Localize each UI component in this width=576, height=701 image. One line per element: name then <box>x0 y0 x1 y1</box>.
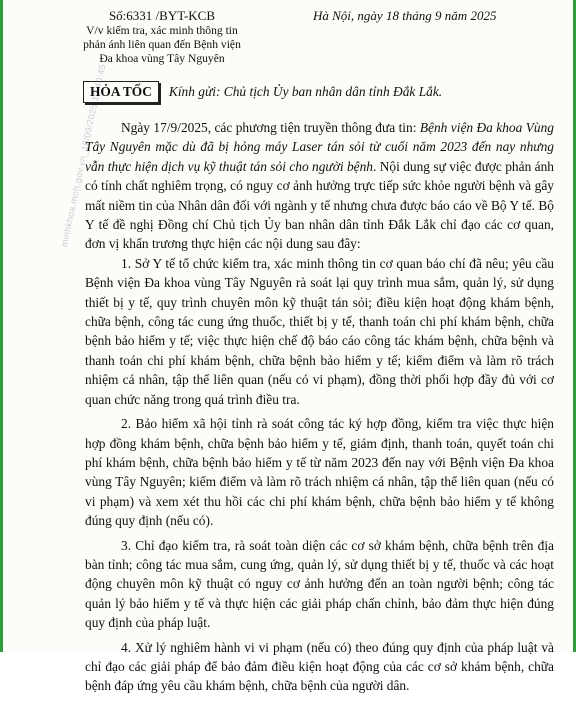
document-number: Số:6331 /BYT-KCB <box>108 8 216 23</box>
place-date: Hà Nội, ngày 18 tháng 9 năm 2025 <box>313 8 497 23</box>
item-paragraph-3: 3. Chỉ đạo kiểm tra, rà soát toàn diện các cơ sở khám bệnh, chữa bệnh trên địa bàn tỉnh; công tác mua sắm, cung ứng, quản lý, sử dụng thiết bị y tế, thuốc và các hoạt động chuyên môn kỹ thuật có nguy cơ ảnh hưởng đến an toàn người bệnh; công tác quản lý bảo hiểm y tế và thực hiện các giải pháp chấn chỉnh, bảo đảm thực hiện đúng quy định của pháp luật. <box>85 537 554 631</box>
document-header <box>3 8 573 68</box>
intro-prefix: Ngày 17/9/2025, các phương tiện truyền thông đưa tin: <box>121 120 420 135</box>
intro-quote: Bệnh viện Đa khoa Vùng Tây Nguyên mặc dù đã bị hỏng máy Laser tán sỏi từ cuối năm 2023 đến nay nhưng vẫn thực hiện dịch vụ kỹ thuật tán sỏi cho người bệnh <box>85 120 554 174</box>
item-paragraph-2: 2. Bảo hiểm xã hội tỉnh rà soát công tác ký hợp đồng, kiểm tra việc thực hiện hợp đồng khám bệnh, chữa bệnh bảo hiểm y tế, giám định, thanh toán, quyết toán chi phí khám bệnh, chữa bệnh bảo hiểm y tế từ năm 2023 đến nay với Bệnh viện Đa khoa vùng Tây Nguyên; kiểm điểm và làm rõ trách nhiệm cá nhân, tập thể liên quan (nếu có vi phạm) và xem xét thu hồi các chi phí khám bệnh, chữa bệnh bảo hiểm y tế không đúng quy định (nếu có). <box>85 416 554 529</box>
intro-rest: . Nội dung sự việc được phản ánh có tính chất nghiêm trọng, có nguy cơ ảnh hưởng trực tiếp sức khỏe người bệnh và gây mất niềm tin của Nhân dân đối với ngành y tế nhưng chưa được báo cáo về Bộ Y tế. Bộ Y tế đề nghị Đồng chí Chủ tịch Ủy ban nhân dân tỉnh Đắk Lắk chỉ đạo các cơ quan, đơn vị khẩn trương thực hiện các nội dung sau đây: <box>85 158 554 252</box>
header-left-block <box>57 8 267 67</box>
recipient-row <box>83 80 553 104</box>
subject-line: phản ánh liên quan đến Bệnh viện <box>83 38 241 52</box>
recipient-line: Kính gửi: Chủ tịch Ủy ban nhân dân tỉnh Đắk Lắk. <box>168 84 443 100</box>
item-paragraph-1: 1. Sở Y tế tổ chức kiểm tra, xác minh thông tin cơ quan báo chí đã nêu; yêu cầu Bệnh viện Đa khoa vùng Tây Nguyên rà soát lại quy trình mua sắm, quản lý, sử dụng thiết bị y tế, quy trình chuyên môn kỹ thuật tán sỏi; điều kiện hoạt động khám bệnh, chữa bệnh, công tác cung ứng thuốc, thiết bị y tế, thanh toán chi phí khám bệnh, chữa bệnh bảo hiểm y tế; việc thực hiện chế độ báo cáo công tác khám bệnh, chữa bệnh và thanh toán chi phí khám bệnh, chữa bệnh bảo hiểm y tế; kiểm điểm và làm rõ trách nhiệm cá nhân, tập thể liên quan (nếu có vi phạm), đồng thời phối hợp đầy đủ với cơ quan chức năng trong quá trình điều tra. <box>85 255 554 407</box>
subject-line: Đa khoa vùng Tây Nguyên <box>99 52 225 66</box>
urgency-stamp: HỎA TỐC <box>83 81 159 103</box>
subject-line: V/v kiểm tra, xác minh thông tin <box>86 24 238 37</box>
intro-paragraph <box>85 118 554 254</box>
item-paragraph-4: 4. Xử lý nghiêm hành vi vi phạm (nếu có) theo đúng quy định của pháp luật và chỉ đạo các giải pháp để bảo đảm điều kiện hoạt động của các cơ sở khám bệnh, chữa bệnh đáp ứng yêu cầu khám bệnh, chữa bệnh của người dân. <box>85 639 554 694</box>
digital-signature-watermark: minhkhoa.moh.gov.vn_18/09/2025 13:40:45 <box>58 63 108 248</box>
document-body <box>85 118 554 701</box>
